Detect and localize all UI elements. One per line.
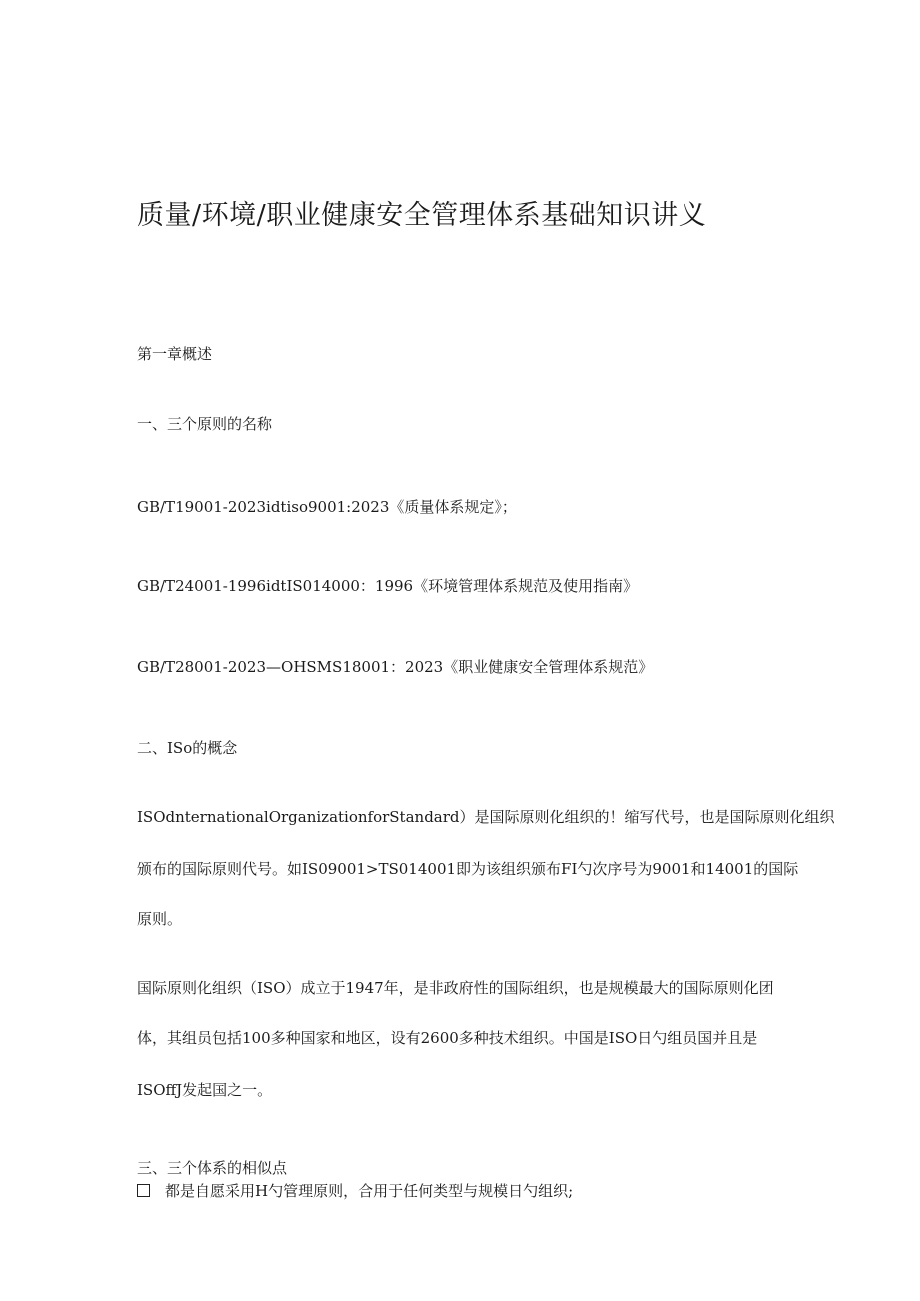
paragraph-line: 体，其组员包括100多种国家和地区，设有2600多种技术组织。中国是ISO日勺组员国并且是 (137, 1029, 758, 1047)
standard-item-quality: GB/T19001-2023idtiso9001:2023《质量体系规定》； (137, 498, 517, 516)
section-heading-2: 二、ISo的概念 (137, 739, 238, 757)
bullet-text: 都是自愿采用H勺管理原则，合用于任何类型与规模日勺组织; (165, 1182, 574, 1200)
standard-item-environment: GB/T24001-1996idtIS014000：1996《环境管理体系规范及使用指南》 (137, 577, 639, 595)
section-heading-3: 三、三个体系的相似点 (137, 1159, 288, 1177)
paragraph-line: 颁布的国际原则代号。如IS09001>TS014001即为该组织颁布FI勺次序号为9001和14001的国际 (137, 860, 799, 878)
standard-item-ohs: GB/T28001-2023—OHSMS18001：2023《职业健康安全管理体系规范》 (137, 658, 654, 676)
chapter-heading: 第一章概述 (137, 345, 213, 363)
paragraph-line: 国际原则化组织（ISO）成立于1947年，是非政府性的国际组织，也是规模最大的国际原则化团 (137, 979, 774, 997)
iso-history-paragraph (137, 977, 787, 1107)
checkbox-bullet-icon (137, 1184, 150, 1197)
paragraph-line: ISOdnternationalOrganizationforStandard）是国际原则化组织的！缩写代号，也是国际原则化组织 (137, 808, 835, 826)
paragraph-line: ISOffJ发起国之一。 (137, 1081, 273, 1099)
paragraph-line: 原则。 (137, 910, 183, 928)
document-title: 质量/环境/职业健康安全管理体系基础知识讲义 (137, 200, 707, 231)
iso-definition-paragraph (137, 806, 835, 936)
section-heading-1: 一、三个原则的名称 (137, 415, 273, 433)
bullet-item (137, 1180, 573, 1202)
